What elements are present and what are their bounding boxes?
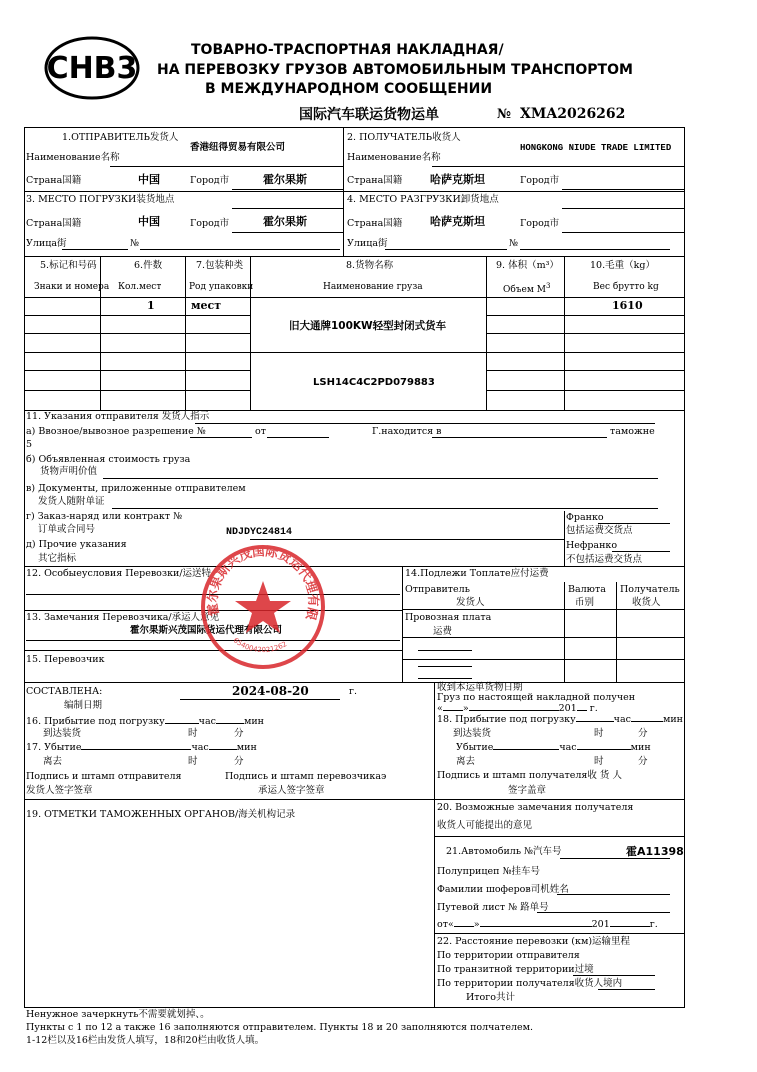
- sign-sender-cn: 发货人签字签章: [26, 785, 93, 796]
- section22-label: 22. Расстояние перевозки (км)运输里程: [437, 936, 631, 947]
- s16-hours: час: [198, 716, 216, 727]
- s18-arrival: 18. Прибытие под погрузку: [437, 714, 576, 725]
- loading-street-label: Улица街: [26, 238, 67, 249]
- col5-ru: Знаки и номера: [34, 282, 110, 292]
- compiled-year-suffix: г.: [349, 686, 357, 697]
- waybill-quote-close: »: [473, 919, 480, 930]
- unloading-label: 4. МЕСТО РАЗГРУЗКИ卸货地点: [347, 194, 499, 205]
- nefranco-cn: 不包括运费交货点: [566, 554, 643, 565]
- stamp-star-icon: [235, 581, 291, 633]
- loading-city: 霍尔果斯: [263, 215, 307, 228]
- col9-ru: Объем М: [503, 285, 546, 295]
- received-year-suffix: г.: [589, 703, 598, 714]
- s14-currency-cn: 币别: [575, 597, 595, 608]
- s22-sender-territory: По территории отправителя: [437, 950, 580, 961]
- waybill-label: Путевой лист № 路单号: [437, 902, 549, 913]
- s11-d-label: д) Прочие указания: [26, 539, 127, 550]
- sender-label: 1.ОТПРАВИТЕЛЬ发货人: [62, 132, 179, 143]
- col7-cn: 7.包装种类: [196, 260, 244, 271]
- section20-label: 20. Возможные замечания получателя: [437, 802, 634, 813]
- s17-mins: мин: [236, 742, 257, 753]
- s22-total: Итого共计: [466, 992, 515, 1003]
- s17-departure: 17. Убытие: [26, 742, 82, 753]
- loading-label: 3. МЕСТО ПОГРУЗКИ装货地点: [26, 194, 175, 205]
- s16-h-cn: 时: [188, 728, 198, 739]
- s18-departure-cn: 离去: [456, 756, 476, 767]
- s11-a-label: а) Ввозное/вывозное разрешение №: [26, 426, 206, 437]
- section12-label: 12. Особыеусловия Перевозки/运送特: [26, 568, 212, 579]
- unloading-city-label: Город市: [520, 218, 560, 229]
- unloading-country-label: Страна国籍: [347, 218, 403, 229]
- s18-departure: Убытие: [456, 742, 494, 753]
- s14-receiver-ru: Получатель: [620, 584, 680, 595]
- logo-text: CHB3: [46, 51, 138, 86]
- footer-line-1: Ненужное зачеркнуть不需要就划掉、。: [26, 1009, 210, 1020]
- s18-dep-hours: час: [559, 742, 577, 753]
- s14-receiver-cn: 收货人: [632, 597, 661, 608]
- s11-v-cn: 发货人随附单证: [38, 496, 105, 507]
- s17-m-cn: 分: [234, 756, 244, 767]
- received-ru: Груз по настоящей накладной получен: [437, 692, 636, 703]
- carrier-remarks: 霍尔果斯兴茂国际货运代理有限公司: [130, 625, 283, 636]
- footer-line-3: 1-12栏以及16栏由发货人填写，18和20栏由收货人填。: [26, 1035, 265, 1046]
- s11-g-label: г) Заказ-наряд или контракт №: [26, 511, 183, 522]
- received-quote-close: »: [462, 703, 469, 714]
- compiled-cn: 编制日期: [64, 700, 103, 711]
- section14-label: 14.Подлежи Топлате应付运费: [405, 568, 549, 579]
- cargo-description: 旧大通牌100KW轻型封闭式货车: [289, 320, 447, 332]
- waybill-date-row: [437, 920, 658, 931]
- col8-ru: Наименование груза: [323, 282, 423, 292]
- col9-ru-wrap: [503, 282, 550, 295]
- cargo-quantity: 1: [147, 299, 155, 312]
- svg-text:6540042021262: [232, 636, 289, 654]
- s18-dep-m-cn: 分: [638, 756, 648, 767]
- franco-cn: 包括运费交货点: [566, 525, 633, 536]
- cargo-package: мест: [191, 299, 222, 312]
- s11-b-cn: 货物声明价值: [40, 466, 98, 477]
- received-cn: 收到本运单货物日期: [437, 682, 523, 693]
- col10-cn: 10.毛重（kg）: [590, 260, 655, 271]
- s16-arrival-cn: 到达装货: [43, 728, 82, 739]
- company-stamp: [199, 543, 327, 671]
- col8-cn: 8.货物名称: [346, 260, 394, 271]
- driver-label: Фамилии шоферов司机姓名: [437, 884, 569, 895]
- sign-carrier-cn: 承运人签字签章: [258, 785, 325, 796]
- s16-arrival: 16. Прибытие под погрузку: [26, 716, 165, 727]
- s16-arrival-row: [26, 717, 264, 728]
- receiver-label: 2. ПОЛУЧАТЕЛЬ收货人: [347, 132, 461, 143]
- col10-ru: Вес брутто kg: [593, 282, 659, 292]
- unloading-street-label: Улица街: [347, 238, 388, 249]
- s14-fee-ru: Провозная плата: [405, 612, 492, 623]
- s22-receiver-territory: По территории получателя收货人境内: [437, 978, 623, 989]
- receiver-city-label: Город市: [520, 175, 560, 186]
- compiled-date: 2024-08-20: [232, 684, 309, 698]
- trailer-label: Полуприцеп №挂车号: [437, 866, 540, 877]
- s11-a-cont: 5: [26, 439, 33, 450]
- s16-m-cn: 分: [234, 728, 244, 739]
- sender-city-label: Город市: [190, 175, 230, 186]
- col9-sup: 3: [545, 282, 551, 290]
- col9-cn: 9. 体积（m³）: [496, 260, 559, 271]
- cargo-vin: LSH14C4C2PD079883: [313, 377, 435, 388]
- s18-h-cn: 时: [594, 728, 604, 739]
- loading-no-label: №: [130, 238, 139, 249]
- section11-label: 11. Указания отправителя 发货人指示: [26, 411, 210, 422]
- title-line-1: ТОВАРНО-ТРАСПОРТНАЯ НАКЛАДНАЯ/: [191, 42, 504, 58]
- s11-a-located: Г.находится в: [372, 426, 442, 437]
- receiver-country-label: Страна国籍: [347, 175, 403, 186]
- waybill-from: от«: [437, 919, 454, 930]
- s14-fee-cn: 运费: [433, 626, 453, 637]
- s18-sign-cn: 签字盖章: [508, 785, 547, 796]
- col6-cn: 6.件数: [134, 260, 163, 271]
- s11-v-label: в) Документы, приложенные отправителем: [26, 483, 246, 494]
- sender-city: 霍尔果斯: [263, 173, 307, 186]
- section19-label: 19. ОТМЕТКИ ТАМОЖЕННЫХ ОРГАНОВ/海关机构记录: [26, 809, 296, 820]
- s11-g-cn: 订单或合同号: [38, 524, 96, 535]
- s18-mins: мин: [662, 714, 683, 725]
- sender-name-label: Наименование名称: [26, 152, 120, 163]
- stamp-text: 霍尔果斯兴茂国际货运代理有限: [204, 543, 322, 622]
- s17-h-cn: 时: [188, 756, 198, 767]
- receiver-name: HONGKONG NIUDE TRADE LIMITED: [520, 143, 672, 153]
- loading-city-label: Город市: [190, 218, 230, 229]
- s18-arrival-cn: 到达装货: [453, 728, 492, 739]
- s11-b-label: б) Объявленная стоимость груза: [26, 454, 191, 465]
- section15-label: 15. Перевозчик: [26, 654, 105, 665]
- sender-country-label: Страна国籍: [26, 175, 82, 186]
- s17-hours: час: [191, 742, 209, 753]
- contract-number: NDJDYC24814: [226, 527, 293, 538]
- company-logo: [44, 36, 140, 100]
- logo-icon: [44, 36, 140, 100]
- s11-a-customs: таможне: [610, 426, 655, 437]
- s18-m-cn: 分: [638, 728, 648, 739]
- vehicle-number: 霍A11398: [626, 845, 684, 858]
- s17-departure-row: [26, 743, 257, 754]
- waybill-year-suffix: г.: [649, 919, 658, 930]
- nefranco-label: Нефранко: [566, 540, 618, 551]
- receiver-name-label: Наименование名称: [347, 152, 441, 163]
- col6-ru: Кол.мест: [118, 282, 162, 292]
- compiled-label: СОСТАВЛЕНА:: [26, 686, 103, 697]
- franco-label: Франко: [566, 512, 604, 523]
- waybill-year: 201: [591, 919, 610, 930]
- s18-departure-row: [456, 743, 651, 754]
- s14-sender-cn: 发货人: [456, 597, 485, 608]
- footer-line-2: Пункты с 1 по 12 а также 16 заполняются отправителем. Пункты 18 и 20 заполняются полчателем.: [26, 1022, 534, 1033]
- title-line-3: В МЕЖДУНАРОДНОМ СООБЩЕНИИ: [205, 81, 493, 97]
- section13-label: 13. Замечания Перевозчика/承运人意见: [26, 612, 220, 623]
- cargo-weight: 1610: [612, 299, 643, 312]
- s18-sign: Подпись и штамп получателя收 货 人: [437, 770, 622, 781]
- s18-dep-mins: мин: [630, 742, 651, 753]
- sign-sender: Подпись и штамп отправителя: [26, 771, 182, 782]
- unloading-no-label: №: [509, 238, 518, 249]
- s14-currency-ru: Валюта: [568, 584, 606, 595]
- col7-ru: Род упаковки: [189, 282, 254, 292]
- s17-departure-cn: 离去: [43, 756, 63, 767]
- s18-dep-h-cn: 时: [594, 756, 604, 767]
- sender-country: 中国: [138, 173, 160, 186]
- s14-sender-ru: Отправитель: [405, 584, 470, 595]
- title-line-2: НА ПЕРЕВОЗКУ ГРУЗОВ АВТОМОБИЛЬНЫМ ТРАНСПОРТОМ: [157, 62, 633, 78]
- sender-name: 香港纽得贸易有限公司: [190, 142, 286, 153]
- s22-transit: По транзитной территории过境: [437, 964, 594, 975]
- s18-arrival-row: [437, 715, 683, 726]
- received-quote-open: «: [437, 703, 443, 714]
- unloading-country: 哈萨克斯坦: [430, 215, 485, 228]
- received-year: 201: [558, 703, 577, 714]
- s16-mins: мин: [243, 716, 264, 727]
- sign-carrier: Подпись и штамп перевозчикаэ: [225, 771, 387, 782]
- loading-country-label: Страна国籍: [26, 218, 82, 229]
- s18-hours: час: [613, 714, 631, 725]
- section21-label: 21.Автомобиль №汽车号: [446, 846, 562, 857]
- number-label: №: [497, 107, 512, 122]
- s11-d-cn: 其它指标: [38, 553, 77, 564]
- loading-country: 中国: [138, 215, 160, 228]
- s11-a-from: от: [255, 426, 266, 437]
- document-number: XMA2026262: [520, 106, 626, 122]
- section20-cn: 收货人可能提出的意见: [437, 820, 533, 831]
- cn-title: 国际汽车联运货物运单: [299, 107, 439, 123]
- col5-cn: 5.标记和号码: [40, 260, 97, 271]
- stamp-number: 6540042021262: [231, 636, 289, 655]
- receiver-country: 哈萨克斯坦: [430, 173, 485, 186]
